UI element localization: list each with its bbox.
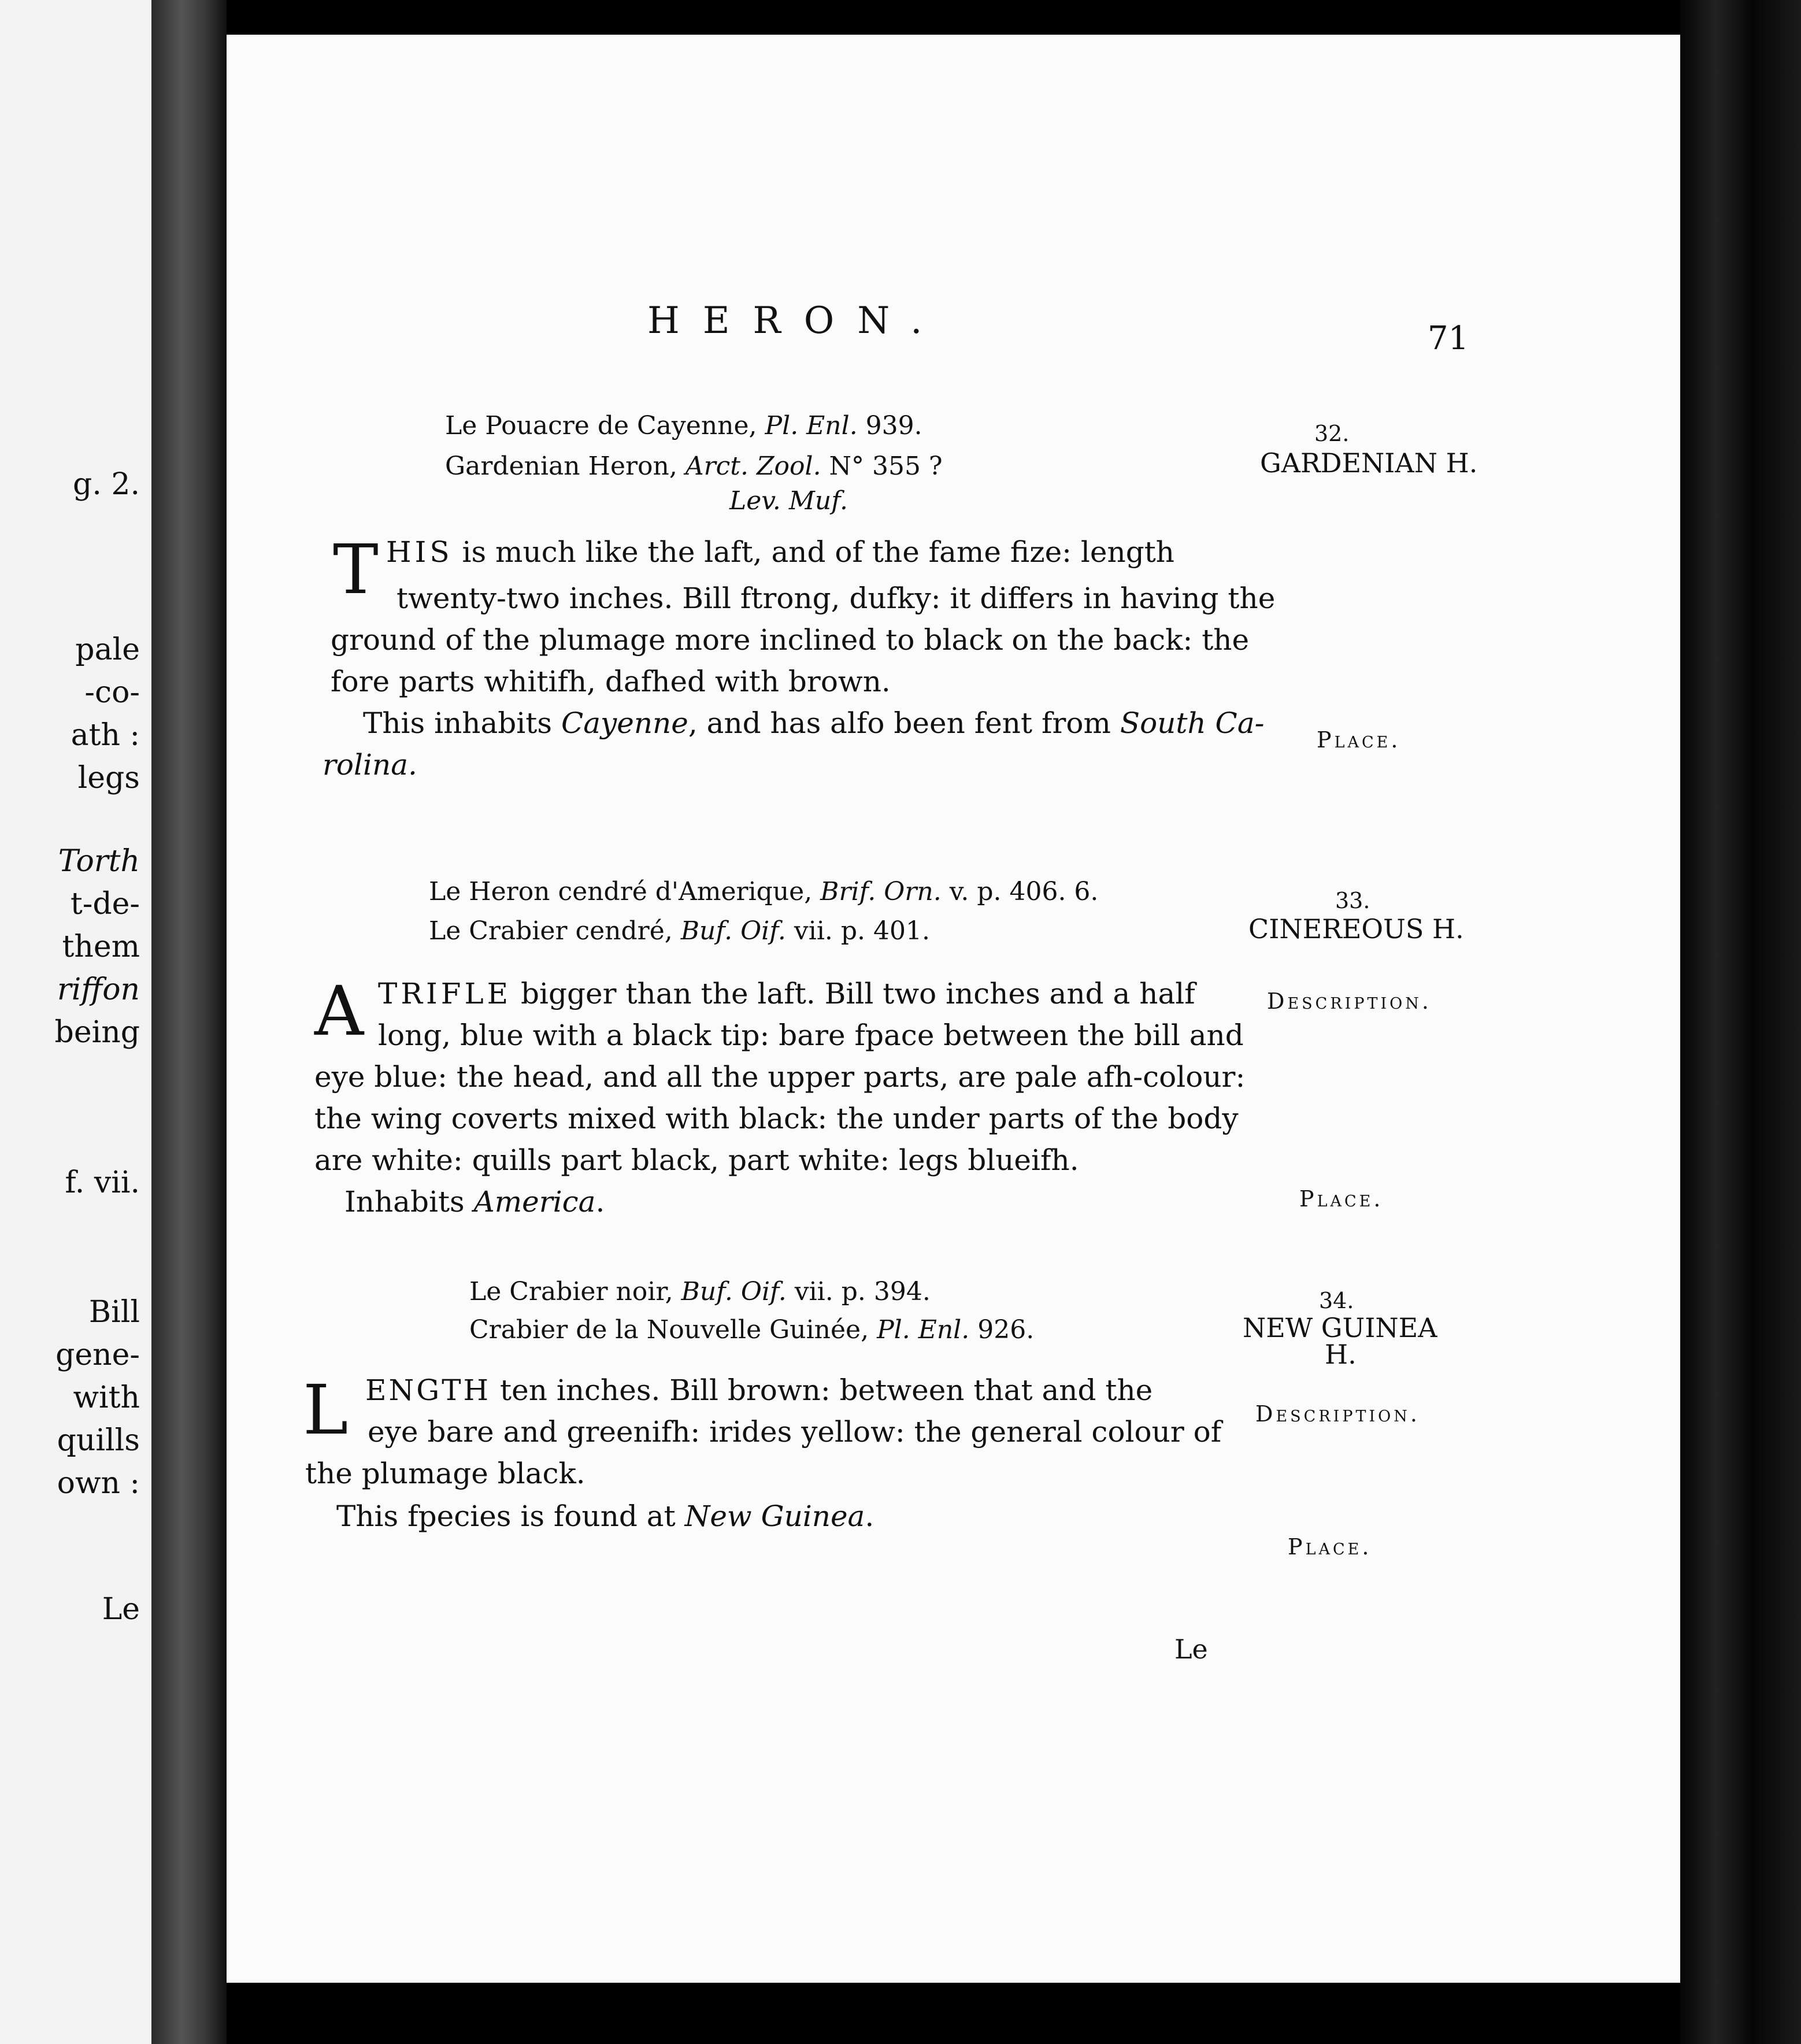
left-page <box>0 0 151 2044</box>
left-page-fragment: -co- <box>84 675 140 710</box>
left-page-fragment: Torth <box>58 844 140 879</box>
body-text: is much like the laft, and of the fame fize: length <box>453 535 1174 569</box>
body-line <box>336 1499 874 1533</box>
lead-word: ENGTH <box>365 1373 491 1407</box>
reference-locator: 926. <box>969 1315 1035 1345</box>
left-page-fragment: own : <box>57 1466 140 1501</box>
lead-word: TRIFLE <box>378 977 512 1010</box>
body-line: are white: quills part black, part white: legs blueifh. <box>314 1143 1079 1177</box>
body-text: . <box>595 1185 605 1219</box>
reference-text: Le Pouacre de Cayenne, <box>445 411 765 440</box>
reference-line <box>429 911 930 951</box>
species-number: 34. <box>1319 1288 1354 1313</box>
species-side-title: GARDENIAN H. <box>1260 447 1478 479</box>
body-text: . <box>865 1499 874 1533</box>
place-label: Place. <box>1288 1534 1372 1560</box>
reference-text: Le Heron cendré d'Amerique, <box>429 877 821 906</box>
body-line: the wing coverts mixed with black: the under parts of the body <box>314 1102 1239 1135</box>
left-page-fragment: g. 2. <box>73 467 140 502</box>
reference-line <box>445 446 943 487</box>
left-page-fragment: t-de- <box>70 887 140 921</box>
place-name: Cayenne <box>561 706 688 740</box>
body-text: bigger than the laft. Bill two inches and a half <box>512 977 1195 1010</box>
reference-source: Lev. Muf. <box>729 486 848 516</box>
place-name: South Ca- <box>1120 706 1265 740</box>
reference-locator: v. p. 406. 6. <box>941 877 1099 906</box>
reference-line <box>469 1272 931 1312</box>
book-gutter <box>151 0 227 2044</box>
left-page-fragment: with <box>73 1380 140 1415</box>
left-page-fragment: Le <box>102 1592 140 1627</box>
drop-cap: A <box>314 971 364 1051</box>
place-label: Place. <box>1317 727 1401 753</box>
body-line: long, blue with a black tip: bare fpace between the bill and <box>378 1019 1244 1052</box>
reference-source: Arct. Zool. <box>685 451 821 481</box>
reference-locator: N° 355 ? <box>821 451 943 481</box>
body-line: ground of the plumage more inclined to black on the back: the <box>331 623 1250 657</box>
description-label: Description. <box>1267 988 1432 1014</box>
reference-text: Gardenian Heron, <box>445 451 685 481</box>
body-line <box>363 706 1265 740</box>
catchword: Le <box>1174 1634 1208 1665</box>
body-line: the plumage black. <box>305 1457 585 1490</box>
reference-locator: 939. <box>857 411 922 440</box>
body-text: This fpecies is found at <box>336 1499 685 1533</box>
reference-text: Le Crabier noir, <box>469 1277 681 1306</box>
place-name: America <box>473 1185 596 1219</box>
page-number: 71 <box>1428 320 1469 357</box>
reference-line <box>429 872 1098 912</box>
drop-cap: L <box>303 1370 349 1450</box>
description-label: Description. <box>1255 1401 1421 1427</box>
reference-source: Pl. Enl. <box>877 1315 970 1345</box>
place-name: New Guinea <box>684 1499 865 1533</box>
left-page-fragment: Bill <box>88 1295 140 1330</box>
running-head: HERON. <box>647 299 946 342</box>
right-page <box>227 35 1680 1983</box>
body-line <box>386 535 1174 569</box>
reference-source: Buf. Oif. <box>680 916 786 946</box>
body-text: This inhabits <box>363 706 561 740</box>
left-page-fragment: riffon <box>57 972 140 1007</box>
body-line: eye bare and greenifh: irides yellow: the general colour of <box>368 1415 1222 1449</box>
species-number: 32. <box>1314 421 1350 446</box>
left-page-fragment: legs <box>77 761 140 795</box>
species-side-title-cont: H. <box>1325 1339 1357 1370</box>
drop-cap: T <box>333 529 379 609</box>
reference-text: Le Crabier cendré, <box>429 916 681 946</box>
body-text: Inhabits <box>344 1185 474 1219</box>
species-number: 33. <box>1335 888 1370 913</box>
body-line: eye blue: the head, and all the upper parts, are pale afh-colour: <box>314 1060 1246 1094</box>
reference-locator: vii. p. 394. <box>786 1277 931 1306</box>
body-text: ten inches. Bill brown: between that and the <box>491 1373 1153 1407</box>
reference-source: Pl. Enl. <box>765 411 858 440</box>
left-page-fragment: ath : <box>71 718 140 753</box>
left-page-fragment: gene- <box>55 1338 140 1372</box>
reference-locator: vii. p. 401. <box>785 916 930 946</box>
left-page-fragment: f. vii. <box>65 1165 140 1200</box>
body-line <box>378 979 1195 1008</box>
place-label: Place. <box>1299 1186 1384 1212</box>
reference-line <box>445 406 922 446</box>
lead-word: HIS <box>386 535 453 569</box>
left-page-fragment: them <box>62 930 140 964</box>
reference-line <box>469 1310 1034 1350</box>
reference-source: Brif. Orn. <box>820 877 942 906</box>
body-line: twenty-two inches. Bill ftrong, dufky: it differs in having the <box>396 582 1276 615</box>
left-page-fragment: being <box>54 1015 140 1050</box>
body-line: rolina. <box>323 748 417 782</box>
reference-text: Crabier de la Nouvelle Guinée, <box>469 1315 877 1345</box>
reference-line <box>729 481 848 521</box>
body-line <box>344 1185 605 1219</box>
left-page-fragment: quills <box>57 1423 140 1458</box>
body-line: fore parts whitifh, dafhed with brown. <box>331 665 891 698</box>
species-side-title: CINEREOUS H. <box>1248 913 1464 945</box>
body-text: , and has alfo been fent from <box>688 706 1120 740</box>
body-line <box>365 1373 1153 1407</box>
left-page-fragment: pale <box>75 632 140 667</box>
right-book-edge <box>1680 0 1801 2044</box>
species-side-title: NEW GUINEA <box>1243 1312 1437 1343</box>
reference-source: Buf. Oif. <box>681 1277 787 1306</box>
